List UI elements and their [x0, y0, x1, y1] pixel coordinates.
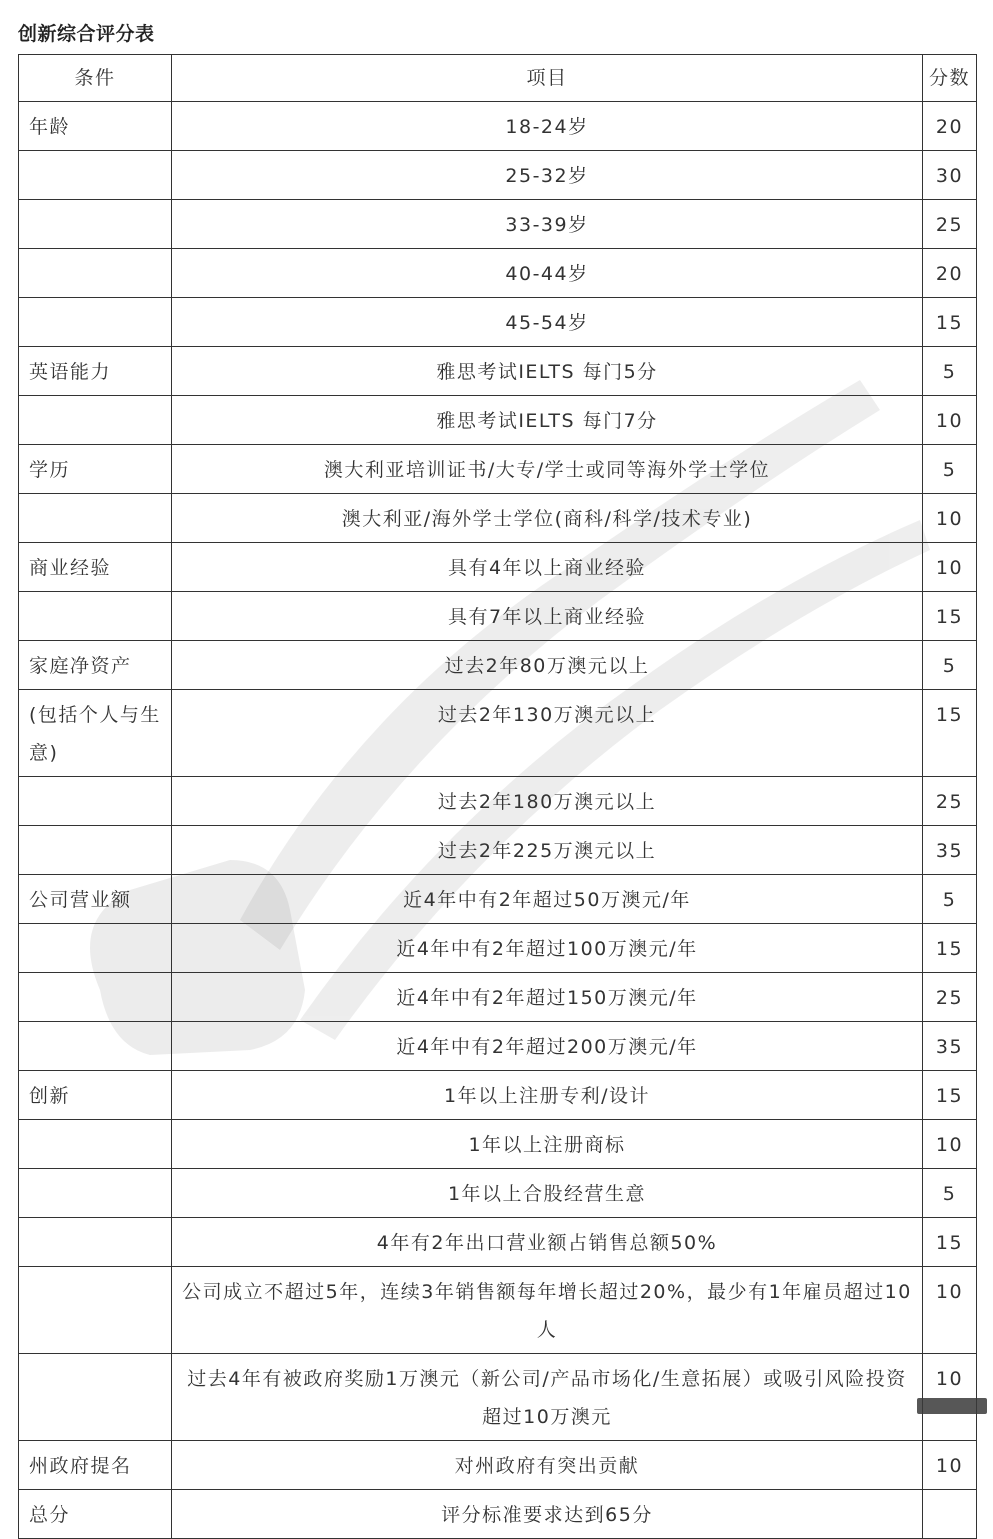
row-condition: 创新: [19, 1071, 172, 1120]
row-item: 过去2年130万澳元以上: [172, 690, 923, 777]
row-item: 公司成立不超过5年，连续3年销售额每年增长超过20%，最少有1年雇员超过10人: [172, 1267, 923, 1354]
row-condition: [19, 924, 172, 973]
row-score: 25: [923, 200, 977, 249]
table-row: [19, 1120, 977, 1169]
row-condition: 商业经验: [19, 543, 172, 592]
page-title: 创新综合评分表: [18, 23, 155, 45]
row-score: 10: [923, 1120, 977, 1169]
row-item: 过去2年225万澳元以上: [172, 826, 923, 875]
table-row: [19, 1071, 977, 1120]
row-item: 过去4年有被政府奖励1万澳元（新公司/产品市场化/生意拓展）或吸引风险投资超过10万澳元: [172, 1354, 923, 1441]
row-condition: 年龄: [19, 102, 172, 151]
row-condition: [19, 973, 172, 1022]
score-table: [18, 54, 977, 1539]
row-condition: 英语能力: [19, 347, 172, 396]
row-score: 15: [923, 298, 977, 347]
table-row: [19, 494, 977, 543]
row-item: 澳大利亚培训证书/大专/学士或同等海外学士学位: [172, 445, 923, 494]
row-item: 过去2年80万澳元以上: [172, 641, 923, 690]
row-condition: [19, 494, 172, 543]
row-condition: [19, 249, 172, 298]
row-score: 25: [923, 777, 977, 826]
row-item: 1年以上注册专利/设计: [172, 1071, 923, 1120]
table-row: [19, 1490, 977, 1539]
header-score: 分数: [923, 55, 977, 102]
row-condition: [19, 396, 172, 445]
row-condition: (包括个人与生意): [19, 690, 172, 777]
table-row: [19, 1441, 977, 1490]
row-score: 15: [923, 690, 977, 777]
row-score: 10: [923, 396, 977, 445]
row-item: 1年以上合股经营生意: [172, 1169, 923, 1218]
row-condition: 公司营业额: [19, 875, 172, 924]
table-row: [19, 1354, 977, 1441]
row-item: 过去2年180万澳元以上: [172, 777, 923, 826]
row-score: 30: [923, 151, 977, 200]
row-item: 雅思考试IELTS 每门5分: [172, 347, 923, 396]
row-item: 近4年中有2年超过200万澳元/年: [172, 1022, 923, 1071]
row-condition: [19, 592, 172, 641]
table-row: [19, 1022, 977, 1071]
table-row: [19, 592, 977, 641]
row-condition: [19, 151, 172, 200]
row-score: 15: [923, 924, 977, 973]
row-item: 1年以上注册商标: [172, 1120, 923, 1169]
row-condition: [19, 826, 172, 875]
row-condition: 州政府提名: [19, 1441, 172, 1490]
corner-badge: [917, 1398, 987, 1414]
table-row: [19, 924, 977, 973]
row-item: 45-54岁: [172, 298, 923, 347]
header-condition: 条件: [19, 55, 172, 102]
table-row: [19, 102, 977, 151]
row-condition: [19, 1218, 172, 1267]
row-score: 20: [923, 102, 977, 151]
table-row: [19, 641, 977, 690]
table-row: [19, 690, 977, 777]
row-score: 35: [923, 1022, 977, 1071]
table-row: [19, 298, 977, 347]
row-item: 对州政府有突出贡献: [172, 1441, 923, 1490]
table-row: [19, 777, 977, 826]
row-condition: 总分: [19, 1490, 172, 1539]
row-score: 15: [923, 1071, 977, 1120]
row-score: 5: [923, 641, 977, 690]
row-item: 评分标准要求达到65分: [172, 1490, 923, 1539]
table-row: [19, 249, 977, 298]
table-row: [19, 1169, 977, 1218]
row-score: 15: [923, 1218, 977, 1267]
row-condition: [19, 1169, 172, 1218]
row-score: 5: [923, 1169, 977, 1218]
table-row: [19, 875, 977, 924]
row-score: 10: [923, 1354, 977, 1441]
row-condition: [19, 1120, 172, 1169]
row-score: 15: [923, 592, 977, 641]
table-row: [19, 347, 977, 396]
row-condition: [19, 1267, 172, 1354]
row-score: 10: [923, 1267, 977, 1354]
table-row: [19, 200, 977, 249]
row-score: 10: [923, 1441, 977, 1490]
table-row: [19, 445, 977, 494]
row-condition: 学历: [19, 445, 172, 494]
row-item: 近4年中有2年超过150万澳元/年: [172, 973, 923, 1022]
row-score: 25: [923, 973, 977, 1022]
row-item: 25-32岁: [172, 151, 923, 200]
row-item: 近4年中有2年超过50万澳元/年: [172, 875, 923, 924]
row-item: 具有4年以上商业经验: [172, 543, 923, 592]
row-item: 33-39岁: [172, 200, 923, 249]
row-condition: 家庭净资产: [19, 641, 172, 690]
row-condition: [19, 1022, 172, 1071]
row-condition: [19, 298, 172, 347]
row-item: 18-24岁: [172, 102, 923, 151]
row-item: 近4年中有2年超过100万澳元/年: [172, 924, 923, 973]
table-row: [19, 1267, 977, 1354]
row-item: 40-44岁: [172, 249, 923, 298]
row-item: 具有7年以上商业经验: [172, 592, 923, 641]
row-condition: [19, 777, 172, 826]
row-score: 5: [923, 875, 977, 924]
row-score: 10: [923, 543, 977, 592]
table-row: [19, 396, 977, 445]
row-score: 5: [923, 445, 977, 494]
table-row: [19, 543, 977, 592]
row-item: 4年有2年出口营业额占销售总额50%: [172, 1218, 923, 1267]
row-score: 10: [923, 494, 977, 543]
table-header-row: [19, 55, 977, 102]
table-row: [19, 1218, 977, 1267]
table-row: [19, 973, 977, 1022]
row-item: 澳大利亚/海外学士学位(商科/科学/技术专业): [172, 494, 923, 543]
row-item: 雅思考试IELTS 每门7分: [172, 396, 923, 445]
row-score: 5: [923, 347, 977, 396]
row-condition: [19, 1354, 172, 1441]
row-score: [923, 1490, 977, 1539]
row-score: 20: [923, 249, 977, 298]
table-row: [19, 151, 977, 200]
header-item: 项目: [172, 55, 923, 102]
table-row: [19, 826, 977, 875]
row-score: 35: [923, 826, 977, 875]
row-condition: [19, 200, 172, 249]
